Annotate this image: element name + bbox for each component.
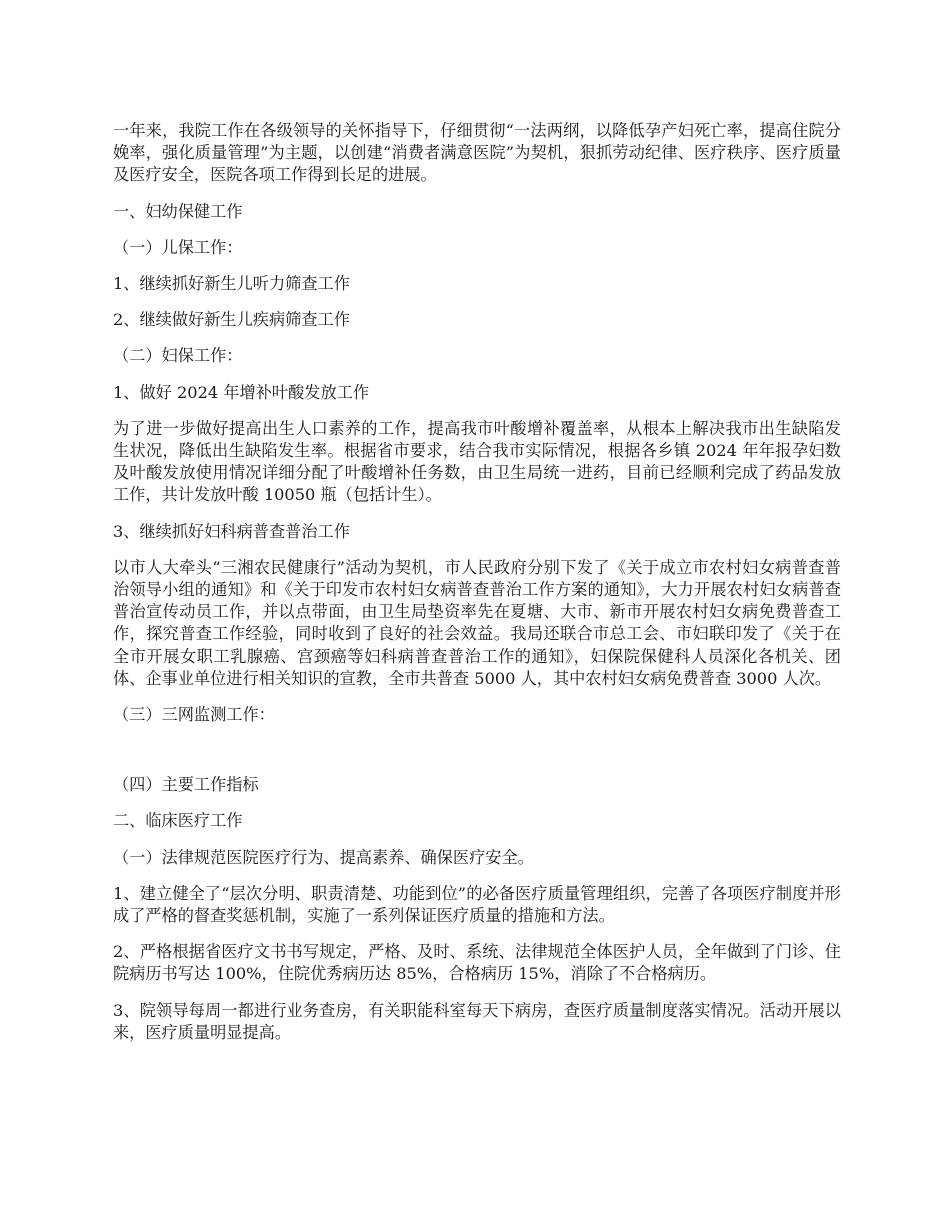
intro-paragraph: 一年来，我院工作在各级领导的关怀指导下，仔细贯彻“一法两纲，以降低孕产妇死亡率，提高住院分娩率，强化质量管理”为主题，以创建“消费者满意医院”为契机，狠抓劳动纪律、医疗秩序、医疗质量及医疗安全，医院各项工作得到长足的进展。 (113, 121, 841, 185)
medical-records-paragraph: 2、严格根据省医疗文书书写规定，严格、及时、系统、法律规范全体医护人员，全年做到了门诊、住院病历书写达 100%，住院优秀病历达 85%，合格病历 15%，消除了不合格病历。 (113, 942, 841, 984)
list-item: 1、继续抓好新生儿听力筛查工作 (113, 274, 350, 294)
gynecology-screening-paragraph: 以市人大牵头“三湘农民健康行”活动为契机，市人民政府分别下发了《关于成立市农村妇女病普查普治领导小组的通知》和《关于印发市农村妇女病普查普治工作方案的通知》，大力开展农村妇女病普查普治宣传动员工作，并以点带面，由卫生局垫资率先在夏塘、大市、新市开展农村妇女病免费普查工作，探究普查工作经验，同时收到了良好的社会效益。我局还联合市总工会、市妇联印发了《关于在全市开展女职工乳腺癌、宫颈癌等妇科病普查普治工作的通知》，妇保院保健科人员深化各机关、团体、企事业单位进行相关知识的宣教，全市共普查 5000 人，其中农村妇女病免费普查 3000 人次。 (113, 557, 841, 688)
list-item: 3、继续抓好妇科病普查普治工作 (113, 521, 350, 541)
section-heading-clinical-medical: 二、临床医疗工作 (113, 811, 243, 831)
ward-rounds-paragraph: 3、院领导每周一都进行业务查房，有关职能科室每天下病房，查医疗质量制度落实情况。活动开展以来，医疗质量明显提高。 (113, 1000, 841, 1042)
list-item: 1、做好 2024 年增补叶酸发放工作 (113, 382, 370, 402)
list-item: 2、继续做好新生儿疾病筛查工作 (113, 310, 350, 330)
subsection-heading-medical-safety: （一）法律规范医院医疗行为、提高素养、确保医疗安全。 (113, 847, 534, 867)
subsection-heading-child-health: （一）儿保工作： (113, 237, 243, 257)
subsection-heading-three-network-monitoring: （三）三网监测工作： (113, 705, 275, 725)
section-heading-maternal-child-health: 一、妇幼保健工作 (113, 201, 243, 221)
folic-acid-paragraph: 为了进一步做好提高出生人口素养的工作，提高我市叶酸增补覆盖率，从根本上解决我市出生缺陷发生状况，降低出生缺陷发生率。根据省市要求，结合我市实际情况，根据各乡镇 2024 年年报孕妇数及叶酸发放使用情况详细分配了叶酸增补任务数，由卫生局统一进药，目前已经顺利完成了药品发放工作，共计发放叶酸 10050 瓶（包括计生）。 (113, 418, 841, 505)
subsection-heading-women-health: （二）妇保工作： (113, 346, 243, 366)
blank-spacer (113, 740, 841, 774)
document-page (113, 120, 841, 1058)
subsection-heading-main-indicators: （四）主要工作指标 (113, 775, 259, 795)
quality-organization-paragraph: 1、建立健全了“层次分明、职责清楚、功能到位”的必备医疗质量管理组织，完善了各项医疗制度并形成了严格的督查奖惩机制，实施了一系列保证医疗质量的措施和方法。 (113, 883, 841, 926)
